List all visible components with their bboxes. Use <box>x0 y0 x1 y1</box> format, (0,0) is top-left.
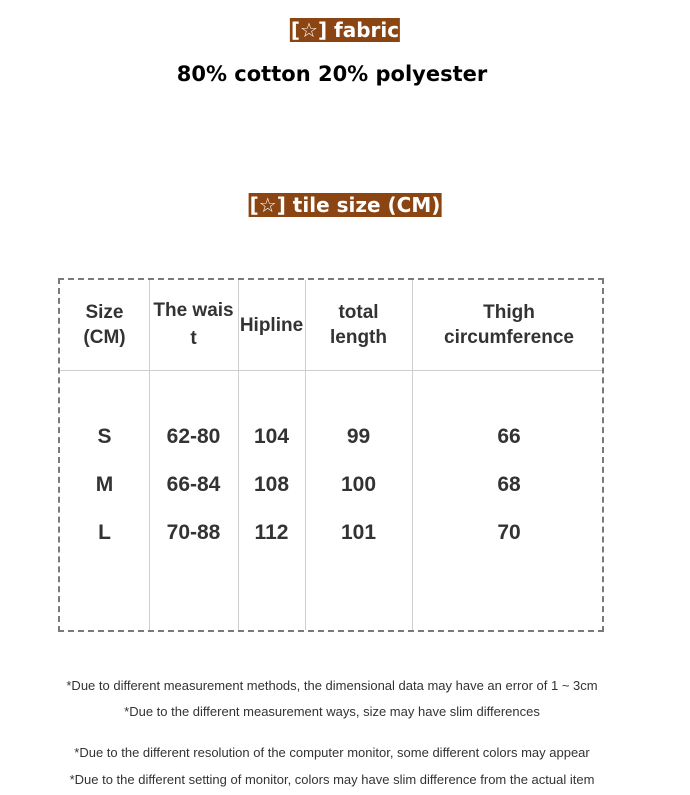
table-cell-length: 99 <box>346 425 371 448</box>
size-table <box>58 278 604 632</box>
header-thigh: Thigh circumference <box>444 302 574 348</box>
disclaimer-note: *Due to the different setting of monitor, colors may have slim difference from the actual item <box>69 772 595 787</box>
disclaimer-note: *Due to the different resolution of the computer monitor, some different colors may appear <box>74 745 590 760</box>
header-waist: The wais t <box>153 300 234 349</box>
table-cell-thigh: 68 <box>497 473 521 496</box>
table-cell-size: L <box>98 521 111 544</box>
table-cell-thigh: 66 <box>497 425 521 448</box>
table-cell-hipline: 104 <box>253 425 290 448</box>
table-cell-waist: 62-80 <box>166 425 221 448</box>
table-cell-waist: 70-88 <box>166 521 221 544</box>
header-hipline: Hipline <box>239 314 304 336</box>
header-size: Size (CM) <box>83 302 126 348</box>
disclaimer-note: *Due to the different measurement ways, size may have slim differences <box>124 704 540 719</box>
table-cell-hipline: 112 <box>254 521 289 544</box>
fabric-composition: 80% cotton 20% polyester <box>176 62 488 86</box>
header-divider <box>60 370 602 371</box>
table-cell-waist: 66-84 <box>166 473 221 496</box>
table-cell-length: 100 <box>340 473 377 496</box>
disclaimer-note: *Due to different measurement methods, the dimensional data may have an error of 1 ~ 3cm <box>66 678 598 693</box>
table-cell-size: S <box>97 425 112 448</box>
table-cell-hipline: 108 <box>253 473 290 496</box>
table-cell-thigh: 70 <box>497 521 521 544</box>
header-total-length: total length <box>330 302 387 348</box>
size-section-title: [☆] tile size (CM) <box>249 193 441 217</box>
table-cell-length: 101 <box>340 521 377 544</box>
fabric-section-title: [☆] fabric <box>290 18 400 42</box>
table-cell-size: M <box>95 473 114 496</box>
